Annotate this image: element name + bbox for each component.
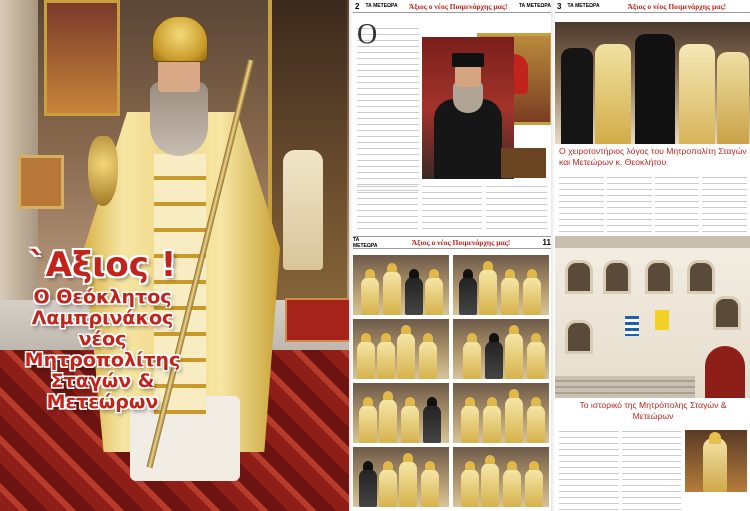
building-steps bbox=[555, 376, 695, 398]
cover-headline-title: `Αξιος ! bbox=[28, 245, 177, 285]
mitre-crown bbox=[152, 16, 208, 62]
page-header-lower bbox=[353, 236, 551, 249]
running-title: Άξιος ο νέος Ποιμενάρχης μας! bbox=[411, 238, 511, 247]
masthead: ΤΑ ΜΕΤΕΩΡΑ bbox=[353, 236, 378, 249]
metropolis-building-photo bbox=[555, 236, 750, 398]
kalimavkion-hat bbox=[452, 53, 484, 67]
byzantine-flag bbox=[655, 310, 669, 330]
red-carpet-back bbox=[285, 298, 349, 342]
dropcap: Ο bbox=[357, 19, 378, 50]
ceremony-photo bbox=[353, 447, 449, 507]
article-text bbox=[357, 19, 419, 191]
article-columns bbox=[357, 181, 547, 229]
beard bbox=[150, 82, 208, 156]
ceremony-photo bbox=[453, 383, 549, 443]
small-icon-frame bbox=[18, 155, 64, 209]
page-number: 2 bbox=[355, 1, 360, 11]
history-heading: Το ιστορικό της Μητρόπολης Σταγών & Μετεώρων bbox=[579, 400, 727, 421]
running-title: Άξιος ο νέος Ποιμενάρχης μας! bbox=[408, 1, 508, 11]
right-page bbox=[555, 0, 750, 511]
article-columns bbox=[559, 172, 747, 234]
ceremony-photo bbox=[353, 319, 449, 379]
cover-photo bbox=[0, 0, 349, 511]
cover-headline-line: Μητροπολίτης bbox=[24, 349, 181, 371]
clergy-photo bbox=[555, 22, 750, 144]
middle-page bbox=[353, 0, 551, 511]
page-number: 3 bbox=[557, 1, 562, 11]
ceremony-photo bbox=[453, 319, 549, 379]
cover-headline-line: Λαμπρινάκος bbox=[31, 307, 174, 329]
ceremony-photo bbox=[353, 255, 449, 315]
article-block bbox=[353, 13, 551, 236]
cover-headline-line: νέος bbox=[78, 328, 127, 350]
masthead: ΤΑ ΜΕΤΕΩΡΑ bbox=[518, 3, 551, 9]
page-header bbox=[353, 0, 551, 13]
ceremony-photo-grid bbox=[353, 249, 551, 507]
ceremony-photo bbox=[453, 255, 549, 315]
page-number: 11 bbox=[542, 238, 551, 247]
cover-headline-line: Μετεώρων bbox=[46, 391, 159, 413]
ceremony-photo bbox=[353, 383, 449, 443]
building-door bbox=[705, 346, 745, 398]
page-header bbox=[555, 0, 750, 13]
ceremony-photo bbox=[453, 447, 549, 507]
cover-headline bbox=[0, 245, 205, 413]
bishop-inset-photo bbox=[685, 430, 747, 492]
masthead: ΤΑ ΜΕΤΕΩΡΑ bbox=[567, 2, 600, 9]
article-heading: Ο χειροτοντήριος λόγος του Μητροπολίτη Σταγών και Μετεώρων κ. Θεοκλήτου bbox=[559, 146, 747, 167]
masthead: ΤΑ ΜΕΤΕΩΡΑ bbox=[365, 2, 398, 9]
running-title: Άξιος ο νέος Ποιμενάρχης μας! bbox=[627, 1, 727, 11]
censer bbox=[88, 136, 118, 206]
greek-flag bbox=[625, 316, 639, 336]
desk bbox=[501, 148, 546, 178]
cover-headline-line: Σταγών & bbox=[50, 370, 155, 392]
cover-headline-line: Ο Θεόκλητος bbox=[33, 286, 172, 308]
